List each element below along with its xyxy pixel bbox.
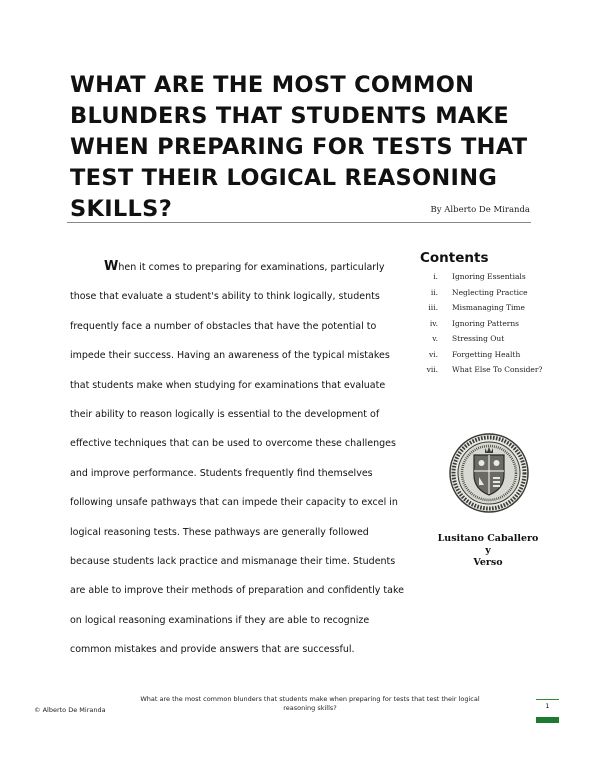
drop-cap: W <box>104 259 119 274</box>
toc-item[interactable] <box>412 269 572 285</box>
toc-label: Neglecting Practice <box>452 287 528 297</box>
toc-item[interactable] <box>412 347 572 363</box>
footer-copyright: © Alberto De Miranda <box>34 706 106 714</box>
publisher-name <box>422 533 554 569</box>
toc-label: What Else To Consider? <box>452 365 543 374</box>
publisher-line: Lusitano Caballero <box>437 533 539 544</box>
footer-accent-line <box>536 699 559 700</box>
publisher-seal-icon <box>449 433 529 513</box>
toc-label: Ignoring Essentials <box>452 272 526 281</box>
contents-heading: Contents <box>420 250 489 266</box>
publisher-line: Verso <box>473 557 503 568</box>
toc-number: iii. <box>428 303 438 312</box>
toc-label: Mismanaging Time <box>452 303 525 312</box>
page-number: 1 <box>545 702 550 710</box>
toc-label: Stressing Out <box>452 334 505 343</box>
byline: By Alberto De Miranda <box>430 205 530 215</box>
table-of-contents <box>412 269 572 378</box>
footer-running-title: What are the most common blunders that students make when preparing for tests that test their logical reasoning skills? <box>140 695 480 712</box>
toc-item[interactable] <box>412 362 572 378</box>
toc-label: Ignoring Patterns <box>452 318 520 328</box>
toc-item[interactable] <box>412 285 572 301</box>
toc-number: v. <box>432 334 438 343</box>
toc-item[interactable] <box>412 300 572 316</box>
body-text: hen it comes to preparing for examinations, particularly those that evaluate a student's ability to think logically, students frequently face a number of obstacles that have the potential to impede their success. Having an awareness of the typical mistakes that students make when studying for examinations that evaluate their ability to reason logically is essential to the development of effective techniques that can be used to overcome these challenges and improve performance. Students frequently find themselves following unsafe pathways that can impede their capacity to excel in logical reasoning tests. These pathways are generally followed because students lack practice and mismanage their time. Students are able to improve their methods of preparation and confidently take on logical reasoning examinations if they are able to recognize common mistakes and provide answers that are successful. <box>70 262 404 656</box>
toc-number: vii. <box>426 365 438 374</box>
title-divider <box>67 222 531 223</box>
page-title: WHAT ARE THE MOST COMMON BLUNDERS THAT STUDENTS MAKE WHEN PREPARING FOR TESTS THAT TEST THEIR LOGICAL REASONING SKILLS? <box>70 72 528 222</box>
toc-number: ii. <box>430 287 438 297</box>
toc-number: i. <box>433 272 438 281</box>
toc-item[interactable] <box>412 316 572 332</box>
toc-number: iv. <box>429 318 438 328</box>
toc-label: Forgetting Health <box>452 349 521 359</box>
footer-accent-block <box>536 717 559 723</box>
toc-item[interactable] <box>412 331 572 347</box>
publisher-line: y <box>485 545 491 556</box>
body-paragraph <box>70 252 405 665</box>
toc-number: vi. <box>428 349 438 359</box>
